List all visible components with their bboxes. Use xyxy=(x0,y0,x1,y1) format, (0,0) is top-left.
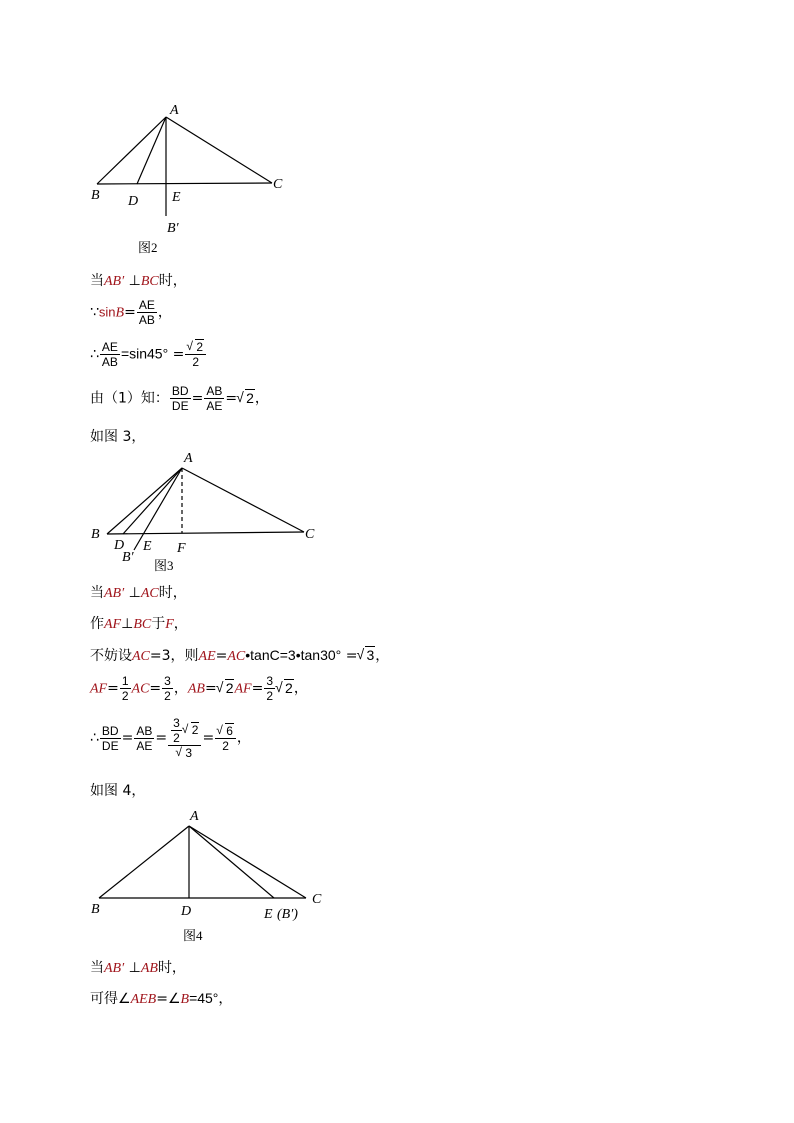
text: 作 xyxy=(90,616,104,632)
fig3-label-e: E xyxy=(143,539,152,554)
sqrt xyxy=(237,390,255,406)
perp-symbol: ⊥ xyxy=(128,585,141,601)
text: 时， xyxy=(158,585,187,601)
math-ac: AC xyxy=(132,649,150,664)
numerator: AE xyxy=(138,298,155,312)
denominator: 2 xyxy=(173,731,180,745)
fig3-segment-ab-prime xyxy=(134,468,182,550)
fig2-caption: 图2 xyxy=(138,240,158,255)
text: 当 xyxy=(90,960,104,976)
line-therefore-sin45 xyxy=(90,340,207,369)
equals: = xyxy=(107,680,119,697)
denominator: 2 xyxy=(266,689,274,703)
sqrt xyxy=(276,680,294,696)
text: 可得∠ xyxy=(90,991,131,1007)
equals: = xyxy=(124,304,136,321)
fig3-segment-ad xyxy=(123,468,182,534)
math-sin: sin xyxy=(98,304,116,320)
fig2-label-a: A xyxy=(170,103,179,118)
radicand: 2 xyxy=(191,722,199,737)
fig2-label-c: C xyxy=(273,177,283,192)
fraction-bd-de xyxy=(100,724,121,753)
numerator: AB xyxy=(136,723,153,738)
comma: ， xyxy=(173,680,188,697)
fig4-label-a: A xyxy=(190,809,199,824)
math-ac: AC xyxy=(131,681,150,697)
comma: ， xyxy=(157,304,172,321)
fig3-label-a: A xyxy=(184,451,193,466)
numerator: BD xyxy=(101,723,119,738)
figure-4 xyxy=(99,826,306,898)
fig4-segment-ac xyxy=(189,826,306,898)
radicand: 2 xyxy=(246,389,254,406)
math-sin45: =sin45° xyxy=(120,345,169,362)
equals: = xyxy=(155,730,168,746)
fig4-label-bprime: (B′) xyxy=(277,907,298,922)
comma: ， xyxy=(375,648,390,664)
fig4-label-c: C xyxy=(312,892,322,907)
numerator xyxy=(168,716,201,746)
sqrt xyxy=(357,647,375,663)
figure-2 xyxy=(97,117,272,216)
denominator: DE xyxy=(101,738,119,753)
equals: = xyxy=(172,346,185,363)
denominator: AE xyxy=(136,738,153,753)
equals: = xyxy=(225,390,238,407)
line-therefore-ratio xyxy=(90,716,251,760)
line-as-figure-4 xyxy=(90,780,145,800)
denominator: DE xyxy=(171,399,189,413)
fraction-3-2 xyxy=(264,674,275,703)
equals: = xyxy=(121,730,134,746)
math-ac: AC xyxy=(140,586,159,601)
fig3-label-f: F xyxy=(177,541,186,556)
fraction-ae-ab xyxy=(100,340,120,369)
fig2-label-e: E xyxy=(172,190,181,205)
sqrt xyxy=(176,746,193,760)
fraction-1-2 xyxy=(120,674,131,703)
line-as-figure-3 xyxy=(90,426,145,446)
radicand: 3 xyxy=(185,746,193,760)
math-af: AF xyxy=(234,681,252,697)
equals: = xyxy=(191,390,204,407)
fig4-label-b: B xyxy=(91,902,100,917)
fig3-segment-bc xyxy=(107,532,304,534)
math-ab-prime: AB′ xyxy=(104,586,125,601)
text: 如图 3， xyxy=(90,429,146,445)
line-when-perp-ab xyxy=(90,957,186,977)
fraction-bd-de xyxy=(170,384,191,413)
fig4-segment-ab xyxy=(99,826,189,898)
math-ae: AE xyxy=(198,649,216,664)
fig2-label-d: D xyxy=(128,194,139,209)
math-tan: •tanC=3•tan30° xyxy=(245,647,342,663)
denominator: 2 xyxy=(222,738,229,753)
text: 于 xyxy=(151,616,166,632)
therefore-symbol: ∴ xyxy=(90,730,99,746)
fig2-segment-ab xyxy=(97,117,166,184)
denominator: AB xyxy=(101,355,118,369)
math-b: B xyxy=(115,305,125,321)
text: 当 xyxy=(90,273,104,289)
denominator xyxy=(174,746,195,760)
math-ab: AB xyxy=(140,961,158,976)
numerator: AB xyxy=(206,384,223,398)
line-assume-ac xyxy=(90,645,389,665)
comma: ， xyxy=(173,616,188,632)
perp-symbol: ⊥ xyxy=(128,273,141,289)
fig2-label-b: B xyxy=(91,188,100,203)
math-b: B xyxy=(180,992,190,1007)
denominator: 2 xyxy=(164,689,171,703)
sqrt xyxy=(217,724,234,738)
denominator: 2 xyxy=(192,355,200,369)
text: =45°， xyxy=(189,990,233,1006)
fig3-segment-ab xyxy=(107,468,182,534)
math-ab: AB xyxy=(187,681,205,697)
math-bc: BC xyxy=(133,617,152,632)
fig3-caption: 图3 xyxy=(154,558,174,573)
fraction-sqrt6-over-2 xyxy=(215,724,236,753)
sqrt xyxy=(187,340,204,354)
text: 当 xyxy=(90,585,104,601)
line-when-perp-bc xyxy=(90,270,187,290)
equals: = xyxy=(215,648,228,664)
because-symbol: ∵ xyxy=(90,304,99,321)
fig4-segment-ae xyxy=(189,826,274,898)
equals: = xyxy=(204,680,217,697)
radicand: 2 xyxy=(225,679,234,696)
denominator: AB xyxy=(138,313,155,327)
fig4-label-d: D xyxy=(181,904,192,919)
equals: = xyxy=(202,730,215,746)
text: 如图 4， xyxy=(90,783,146,799)
fig2-segment-ad xyxy=(137,117,166,184)
fig2-segment-bc xyxy=(97,183,272,184)
text: =3，则 xyxy=(149,648,199,664)
denominator: AE xyxy=(206,399,223,413)
text: 时， xyxy=(157,960,186,976)
fig2-segment-ac xyxy=(166,117,272,183)
radicand: 6 xyxy=(226,723,233,738)
denominator: 2 xyxy=(121,689,129,703)
fig3-label-c: C xyxy=(305,527,315,542)
math-aeb: AEB xyxy=(130,992,157,1007)
line-from-part-1 xyxy=(90,384,269,413)
fig3-segment-ac xyxy=(182,468,304,532)
fraction-ab-ae xyxy=(204,384,224,413)
math-ac: AC xyxy=(227,649,246,664)
numerator: BD xyxy=(171,384,189,398)
fraction-ab-ae xyxy=(134,724,154,753)
radicand: 3 xyxy=(366,647,375,663)
numerator: AE xyxy=(101,340,118,354)
radicand: 2 xyxy=(285,679,293,696)
fig4-label-e: E xyxy=(264,907,273,922)
fraction-3-2 xyxy=(162,674,173,703)
line-construct-af xyxy=(90,613,188,633)
fig3-label-b: B xyxy=(91,527,100,542)
text: 由（1）知： xyxy=(90,390,169,407)
numerator: 3 xyxy=(164,674,171,688)
fig3-label-bprime: B′ xyxy=(122,550,134,565)
therefore-symbol: ∴ xyxy=(90,346,99,363)
text: =∠ xyxy=(156,991,181,1007)
sqrt xyxy=(217,680,235,696)
equals: = xyxy=(149,680,162,697)
fig2-label-bprime: B′ xyxy=(167,221,179,236)
math-ab-prime: AB′ xyxy=(104,274,125,289)
fraction-ae-ab xyxy=(137,298,157,327)
line-af-ab-values xyxy=(90,674,308,703)
comma: ， xyxy=(293,680,308,697)
perp-symbol: ⊥ xyxy=(128,960,141,976)
numerator: 1 xyxy=(121,674,129,688)
numerator: 3 xyxy=(173,716,180,730)
math-bc: BC xyxy=(140,274,159,289)
numerator xyxy=(185,340,206,355)
text: 不妨设 xyxy=(90,648,132,664)
radicand: 2 xyxy=(196,340,204,354)
fraction-3-2 xyxy=(171,716,182,745)
math-af: AF xyxy=(90,681,108,697)
line-sin-b xyxy=(90,298,172,327)
comma: ， xyxy=(254,390,269,407)
fig4-caption: 图4 xyxy=(183,928,203,943)
fraction-sqrt2-over-2 xyxy=(185,340,206,369)
fig3-label-d: D xyxy=(114,538,125,553)
numerator xyxy=(215,724,236,739)
compound-fraction xyxy=(168,716,201,760)
text: 时， xyxy=(158,273,187,289)
equals: = xyxy=(345,648,358,664)
math-af: AF xyxy=(104,617,122,632)
line-when-perp-ac xyxy=(90,582,187,602)
sqrt xyxy=(183,723,200,737)
numerator: 3 xyxy=(266,674,274,688)
line-angle-aeb xyxy=(90,988,232,1008)
figure-3 xyxy=(107,468,304,550)
math-f: F xyxy=(165,617,174,632)
perp-symbol: ⊥ xyxy=(121,616,134,632)
math-ab-prime: AB′ xyxy=(104,961,125,976)
equals: = xyxy=(251,680,264,697)
comma: ， xyxy=(236,730,251,746)
